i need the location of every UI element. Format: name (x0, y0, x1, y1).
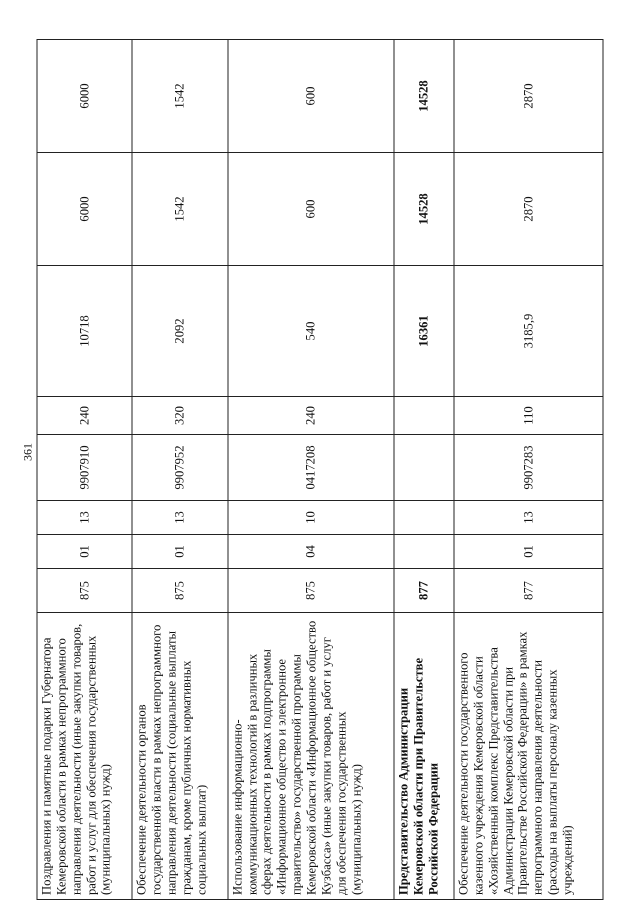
target-article-code-cell (394, 435, 454, 501)
budget-table-rotated-container (37, 40, 604, 900)
table-row (132, 40, 227, 900)
amount-year2-cell: 600 (228, 153, 395, 266)
amount-year1-cell: 10718 (37, 266, 132, 397)
page-number: 361 (20, 443, 35, 461)
expense-type-code-cell (394, 397, 454, 435)
amount-year1-cell: 16361 (394, 266, 454, 397)
table-row (454, 40, 603, 900)
section-code-cell: 01 (132, 535, 227, 569)
amount-year1-cell: 540 (228, 266, 395, 397)
expense-type-code-cell: 110 (454, 397, 603, 435)
department-code-cell: 875 (132, 569, 227, 613)
department-code-cell: 877 (454, 569, 603, 613)
amount-year3-cell: 6000 (37, 40, 132, 153)
subsection-code-cell: 13 (454, 501, 603, 535)
section-code-cell (394, 535, 454, 569)
expense-type-code-cell: 320 (132, 397, 227, 435)
budget-table (37, 39, 604, 900)
table-row (394, 40, 454, 900)
subsection-code-cell: 13 (132, 501, 227, 535)
description-cell: Представительство Администрации Кемеровской области при Правительстве Российской Федерации (394, 613, 454, 900)
subsection-code-cell (394, 501, 454, 535)
target-article-code-cell: 9907952 (132, 435, 227, 501)
section-code-cell: 01 (454, 535, 603, 569)
description-cell: Обеспечение деятельности государственного казенного учреждения Кемеровской области «Хозяйственный комплекс Представительства Администрации Кемеровской области при Правительстве Российской Федерации» в рамках непрограммного направления деятельности (расходы на выплаты персоналу казенных учреждений) (454, 613, 603, 900)
amount-year3-cell: 2870 (454, 40, 603, 153)
subsection-code-cell: 13 (37, 501, 132, 535)
target-article-code-cell: 9907283 (454, 435, 603, 501)
department-code-cell: 875 (228, 569, 395, 613)
description-cell: Обеспечение деятельности органов государственной власти в рамках непрограммного направления деятельности (социальные выплаты гражданам, кроме публичных нормативных социальных выплат) (132, 613, 227, 900)
table-row (37, 40, 132, 900)
table-row (228, 40, 395, 900)
expense-type-code-cell: 240 (228, 397, 395, 435)
department-code-cell: 877 (394, 569, 454, 613)
amount-year1-cell: 3185,9 (454, 266, 603, 397)
section-code-cell: 01 (37, 535, 132, 569)
amount-year2-cell: 1542 (132, 153, 227, 266)
amount-year3-cell: 600 (228, 40, 395, 153)
amount-year3-cell: 1542 (132, 40, 227, 153)
amount-year3-cell: 14528 (394, 40, 454, 153)
expense-type-code-cell: 240 (37, 397, 132, 435)
subsection-code-cell: 10 (228, 501, 395, 535)
description-cell: Использование информационно-коммуникационных технологий в различных сферах деятельности в рамках подпрограммы «Информационное общество и электронное правительство» государственной программы Кемеровской области «Информационное общество Кузбасса» (иные закупки товаров, работ и услуг для обеспечения государственных (муниципальных) нужд) (228, 613, 395, 900)
section-code-cell: 04 (228, 535, 395, 569)
amount-year2-cell: 14528 (394, 153, 454, 266)
amount-year1-cell: 2092 (132, 266, 227, 397)
amount-year2-cell: 6000 (37, 153, 132, 266)
amount-year2-cell: 2870 (454, 153, 603, 266)
target-article-code-cell: 9907910 (37, 435, 132, 501)
department-code-cell: 875 (37, 569, 132, 613)
target-article-code-cell: 0417208 (228, 435, 395, 501)
description-cell: Поздравления и памятные подарки Губернатора Кемеровской области в рамках непрограммного направления деятельности (иные закупки товаров, работ и услуг для обеспечения государственных (муниципальных) нужд) (37, 613, 132, 900)
